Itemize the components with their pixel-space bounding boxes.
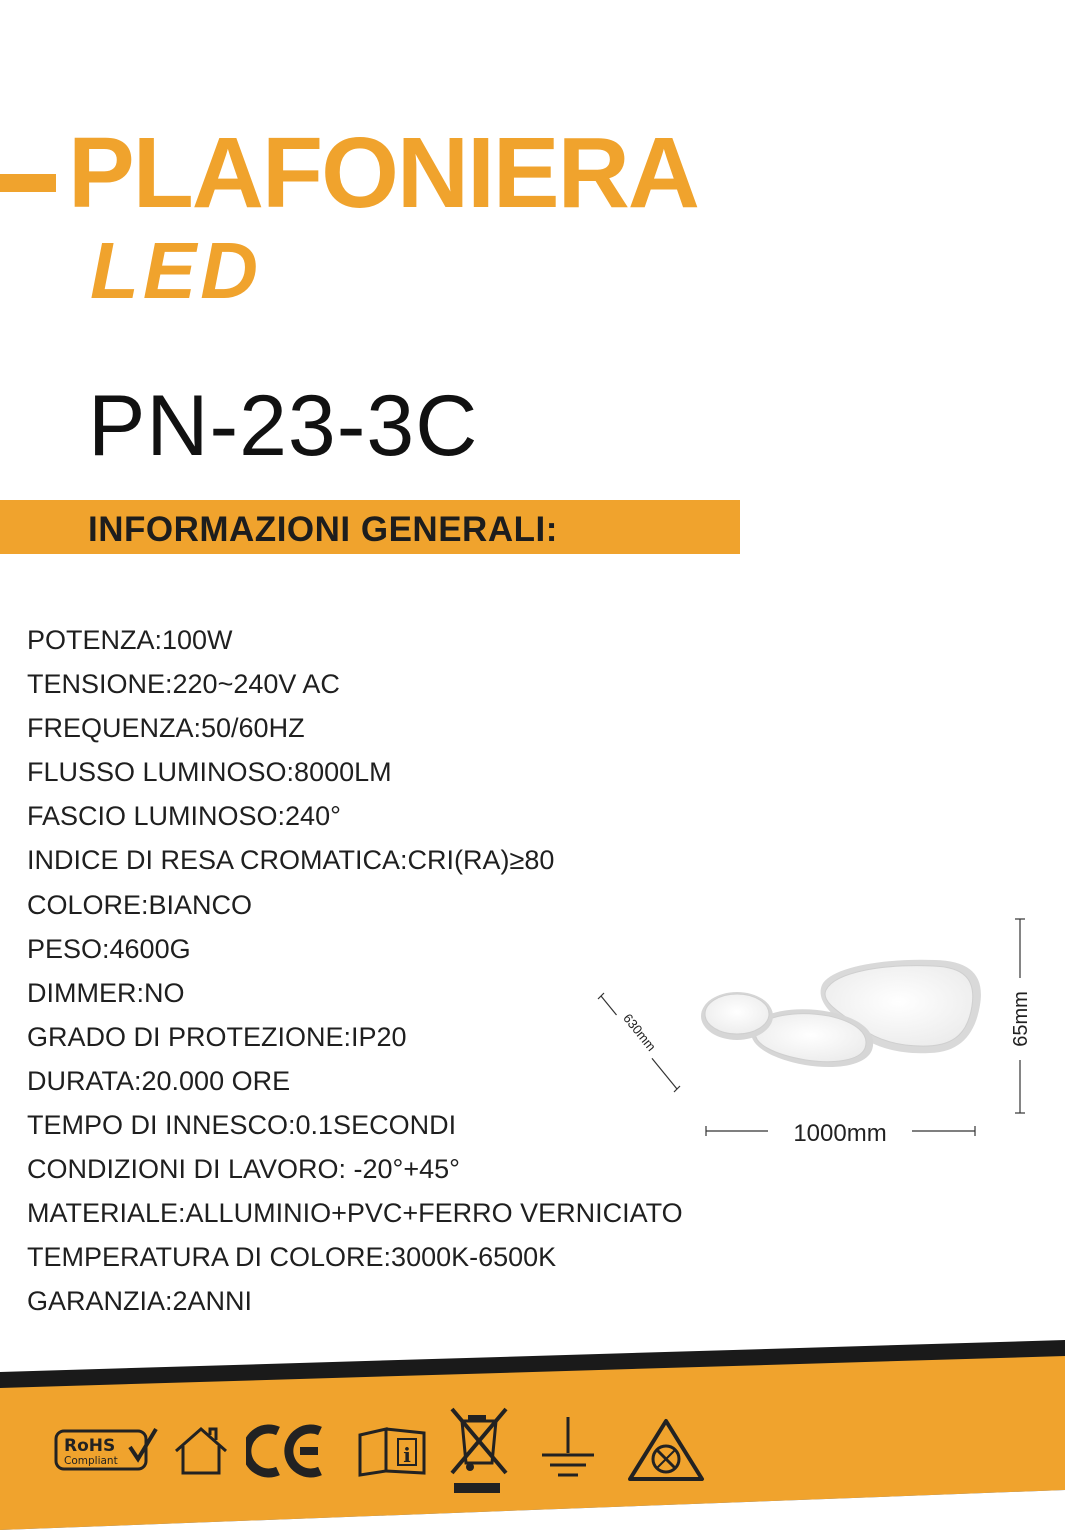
lamp-disc-small	[701, 992, 773, 1040]
depth-label: 630mm	[620, 1010, 660, 1054]
svg-text:i: i	[403, 1443, 411, 1467]
spec-start-time: TEMPO DI INNESCO:0.1SECONDI	[27, 1110, 457, 1141]
depth-dimension	[598, 993, 680, 1092]
ground-earth-icon	[538, 1415, 598, 1485]
spec-color-temperature: TEMPERATURA DI COLORE:3000K-6500K	[27, 1242, 557, 1273]
section-header-band	[0, 500, 740, 554]
product-dimension-diagram	[590, 905, 1050, 1155]
spec-list	[27, 618, 683, 1324]
section-title: INFORMAZIONI GENERALI:	[88, 510, 558, 549]
spec-beam-angle: FASCIO LUMINOSO:240°	[27, 801, 341, 832]
certification-icons	[50, 1405, 730, 1497]
spec-dimmer: DIMMER:NO	[27, 977, 185, 1008]
weee-bin-icon	[448, 1405, 512, 1495]
spec-weight: PESO:4600G	[27, 933, 191, 964]
spec-power: POTENZA:100W	[27, 625, 233, 655]
rohs-icon	[54, 1425, 158, 1475]
rohs-title: RoHS	[64, 1436, 116, 1456]
ce-mark-icon	[246, 1423, 326, 1479]
no-halogen-icon	[626, 1417, 706, 1483]
spec-ip-rating: GRADO DI PROTEZIONE:IP20	[27, 1021, 407, 1052]
spec-cri: INDICE DI RESA CROMATICA:CRI(RA)≥80	[27, 845, 555, 876]
rohs-subtitle: Compliant	[64, 1455, 118, 1467]
accent-dash	[0, 174, 56, 192]
read-manual-icon	[356, 1425, 428, 1477]
spec-warranty: GARANZIA:2ANNI	[27, 1286, 253, 1317]
spec-working-conditions: CONDIZIONI DI LAVORO: -20°+45°	[27, 1154, 460, 1185]
spec-material: MATERIALE:ALLUMINIO+PVC+FERRO VERNICIATO	[27, 1198, 683, 1229]
width-label: 1000mm	[793, 1120, 887, 1147]
indoor-use-icon	[172, 1425, 230, 1477]
width-dimension	[706, 1120, 975, 1147]
height-label: 65mm	[1010, 991, 1032, 1047]
spec-frequency: FREQUENZA:50/60HZ	[27, 713, 305, 744]
product-title: PLAFONIERA	[68, 117, 698, 229]
spec-luminous-flux: FLUSSO LUMINOSO:8000LM	[27, 757, 392, 788]
spec-voltage: TENSIONE:220~240V AC	[27, 669, 340, 700]
spec-lifetime: DURATA:20.000 ORE	[27, 1065, 291, 1096]
model-code: PN-23-3C	[88, 378, 479, 474]
height-dimension	[1010, 919, 1032, 1113]
spec-color: COLORE:BIANCO	[27, 889, 253, 920]
product-subtitle: LED	[90, 226, 262, 315]
